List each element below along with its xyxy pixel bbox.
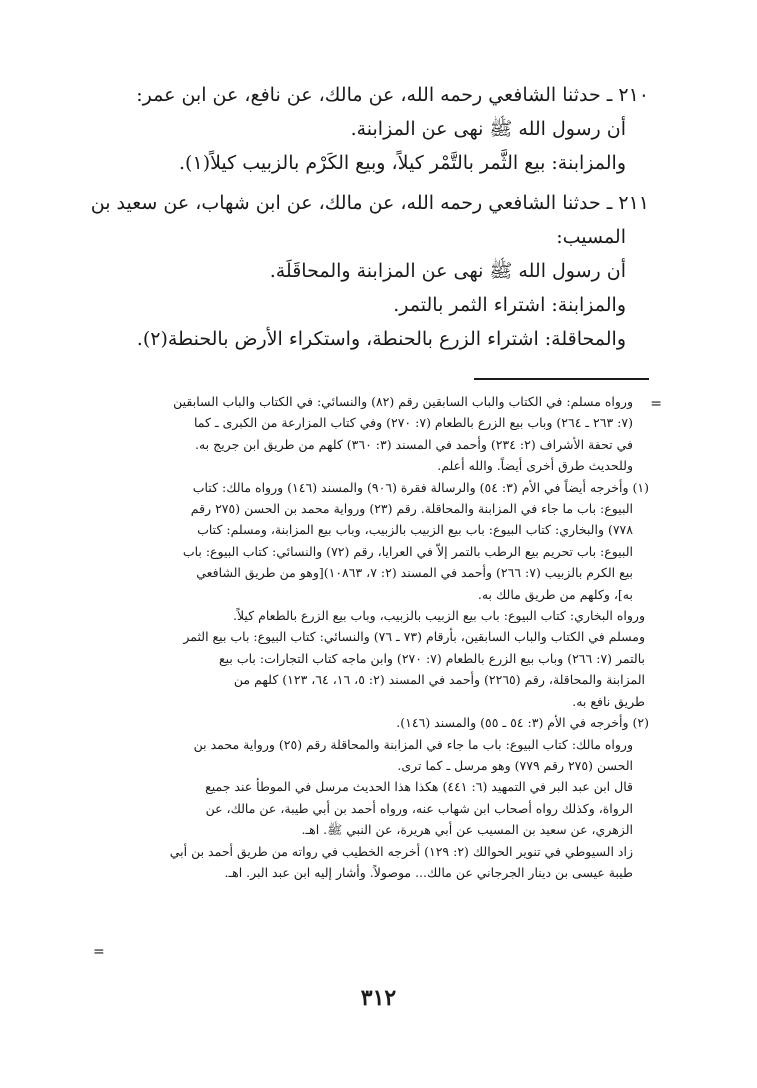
footnote-line: طيبة عيسى بن دينار الجرجاني عن مالك... موصولاً. وأشار إليه ابن عبد البر. اهـ.: [224, 864, 633, 880]
footnote-line: ورواه مالك: كتاب البيوع: باب ما جاء في المزابنة والمحاقلة رقم (٢٥) ورواية محمد بن: [193, 736, 633, 752]
footnote-line: بيع الكرم بالزبيب (٧: ٢٦٦) وأحمد في المسند (٢: ٧، ١٠٨٦٣)[وهو من طريق الشافعي: [196, 565, 633, 581]
footnote-line: المزابنة والمحاقلة، رقم (٢٢٦٥) وأحمد في المسند (٢: ٥، ١٦، ٦٤، ١٢٣) كلهم من: [233, 672, 645, 688]
hadith-text: [90, 78, 649, 356]
footnote-line: زاد السيوطي في تنوير الحوالك (٢: ١٢٩) أخرجه الخطيب في رواته من طريق أحمد بن أبي: [169, 843, 633, 859]
page-number: ٣١٢: [360, 985, 397, 1011]
footnote-line: بالتمر (٧: ٢٦٦) وباب بيع الزرع بالطعام (٧: ٢٧٠) وابن ماجه كتاب التجارات: باب بيع: [218, 650, 645, 666]
hadith-211-explanation-2: والمحاقلة: اشتراء الزرع بالحنطة، واستكراء الأرض بالحنطة(٢).: [136, 328, 626, 350]
hadith-211-matn: أن رسول الله ﷺ نهى عن المزابنة والمحاقَلَة.: [269, 260, 626, 282]
continuation-mark-top: =: [650, 396, 662, 412]
footnote-line: الحسن (٢٧٥ رقم ٧٧٩) وهو مرسل ـ كما ترى.: [397, 757, 633, 773]
footnote-line: الرواة، وكذلك رواه أصحاب ابن شهاب عنه، ورواه أحمد بن أبي طيبة، عن مالك، عن: [205, 800, 633, 816]
footnote-2-start: (٢) وأخرجه في الأم (٣: ٥٤ ـ ٥٥) والمسند (١٤٦).: [396, 715, 649, 731]
hadith-211-isnad: ٢١١ ـ حدثنا الشافعي رحمه الله، عن مالك، عن ابن شهاب، عن سعيد بن: [90, 192, 649, 214]
footnotes: [92, 391, 649, 883]
footnote-line: طريق نافع به.: [572, 693, 645, 709]
hadith-210-isnad: ٢١٠ ـ حدثنا الشافعي رحمه الله، عن مالك، عن نافع، عن ابن عمر:: [136, 84, 649, 106]
footnote-line: (٧: ٢٦٣ ـ ٢٦٤) وباب بيع الزرع بالطعام (٧: ٢٧٠) وفي كتاب المزارعة من الكبرى ـ كما: [194, 415, 633, 431]
footnote-line: قال ابن عبد البر في التمهيد (٦: ٤٤١) هكذا هذا الحديث مرسل في الموطأ عند جميع: [205, 779, 633, 795]
footnote-line: به]، وكلهم من طريق مالك به.: [477, 586, 633, 602]
hadith-210-explanation: والمزابنة: بيع الثَّمر بالتَّمْر كيلاً، وبيع الكَرْم بالزبيب كيلاً(١).: [179, 152, 626, 174]
footnote-line: وللحديث طرق أخرى أيضاً. والله أعلم.: [437, 458, 633, 474]
footnote-1-start: (١) وأخرجه أيضاً في الأم (٣: ٥٤) والرسالة فقرة (٩٠٦) والمسند (١٤٦) ورواه مالك: كتاب: [192, 479, 649, 495]
footnote-line: الزهري، عن سعيد بن المسيب عن أبي هريرة، عن النبي ﷺ. اهـ.: [301, 822, 633, 838]
footnote-line: ورواه البخاري: كتاب البيوع: باب بيع الزبيب بالزبيب، وباب بيع الزرع بالطعام كيلاً.: [233, 608, 645, 624]
footnote-line: في تحفة الأشراف (٢: ٢٣٤) وأحمد في المسند (٣: ٣٦٠) كلهم من طريق ابن جريج به.: [195, 436, 633, 452]
footnote-line: ورواه مسلم: في الكتاب والباب السابقين رقم (٨٢) والنسائي: في الكتاب والباب السابقين: [173, 394, 633, 409]
footnote-line: البيوع: باب ما جاء في المزابنة والمحاقلة. رقم (٢٣) ورواية محمد بن الحسن (٢٧٥ رقم: [190, 501, 633, 517]
hadith-210-matn: أن رسول الله ﷺ نهى عن المزابنة.: [350, 118, 626, 140]
hadith-211-isnad-cont: المسيب:: [556, 226, 626, 248]
footnote-line: البيوع: باب تحريم بيع الرطب بالتمر إلاّ في العرايا، رقم (٧٢) والنسائي: كتاب البيوع: باب: [182, 543, 633, 559]
hadith-211-explanation-1: والمزابنة: اشتراء الثمر بالتمر.: [393, 294, 626, 316]
footnote-line: ومسلم في الكتاب والباب السابقين، بأرقام (٧٣ ـ ٧٦) والنسائي: كتاب البيوع: باب بيع الثمر: [183, 629, 645, 645]
footnote-separator: [474, 378, 649, 380]
continuation-mark-bottom: =: [93, 944, 105, 960]
footnote-line: ٧٧٨) والبخاري: كتاب البيوع: باب بيع الزبيب بالزبيب، وباب بيع المزابنة، ومسلم: كتاب: [197, 522, 633, 538]
